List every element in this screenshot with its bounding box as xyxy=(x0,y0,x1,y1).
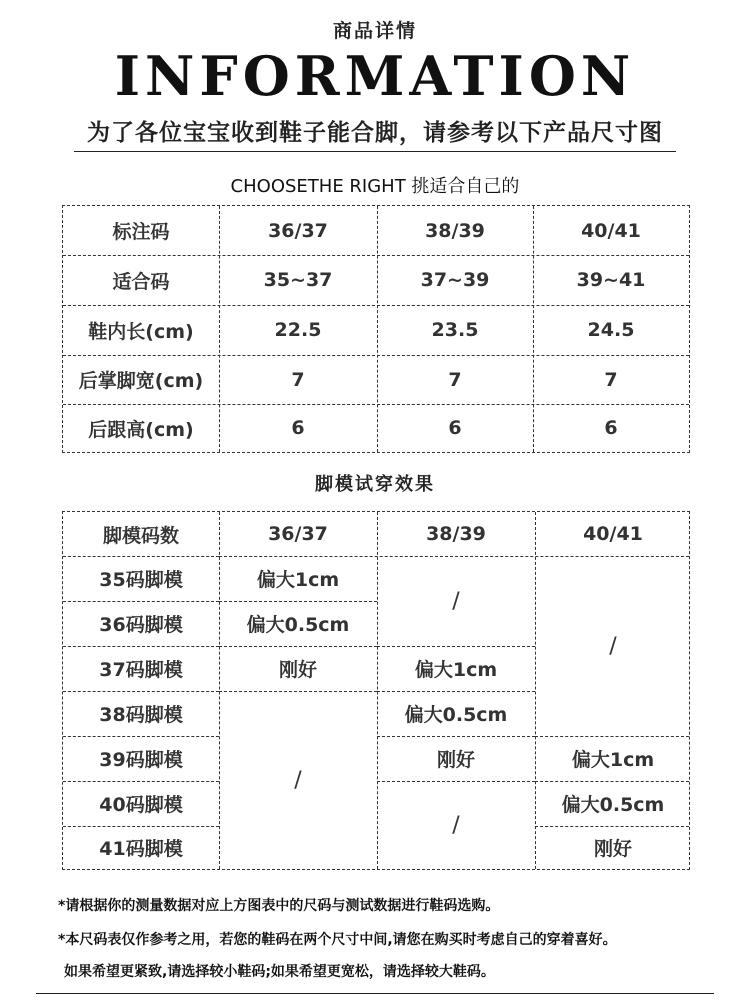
table-cell: / xyxy=(452,812,460,838)
row-label: 37码脚模 xyxy=(99,659,183,681)
note-text: *请根据你的测量数据对应上方图表中的尺码与测试数据进行鞋码选购。 xyxy=(58,898,500,914)
table-cell: 偏大0.5cm xyxy=(246,614,350,636)
table-cell: 24.5 xyxy=(587,319,635,341)
table-cell: / xyxy=(609,633,617,659)
table-cell: 偏大1cm xyxy=(571,749,655,771)
page-title: INFORMATION xyxy=(114,44,636,108)
table-cell: 7 xyxy=(291,368,305,391)
table-cell: 6 xyxy=(291,417,305,439)
row-label: 35码脚模 xyxy=(99,569,183,591)
table-cell: / xyxy=(294,767,302,793)
row-label: 脚模码数 xyxy=(102,524,179,547)
table-cell: 7 xyxy=(604,368,618,391)
fit-test-table xyxy=(62,511,690,870)
row-label: 41码脚模 xyxy=(99,838,183,860)
row-label: 后掌脚宽(cm) xyxy=(78,370,204,392)
row-label: 标注码 xyxy=(112,221,170,243)
row-label: 40码脚模 xyxy=(99,794,183,816)
table-cell: 36/37 xyxy=(268,219,328,242)
table-cell: 刚好 xyxy=(436,749,475,771)
table-cell: 37~39 xyxy=(420,269,490,291)
table-cell: 6 xyxy=(604,417,618,439)
row-label: 36码脚模 xyxy=(99,614,183,636)
column-header: 38/39 xyxy=(426,523,486,545)
column-header: 36/37 xyxy=(268,523,328,545)
table-cell: 7 xyxy=(448,368,462,391)
table-cell: 38/39 xyxy=(425,219,485,242)
table-cell: 39~41 xyxy=(576,269,646,291)
table-cell: 偏大1cm xyxy=(414,659,498,681)
divider xyxy=(36,993,714,994)
table-cell: 偏大0.5cm xyxy=(404,704,508,726)
table-cell: 偏大1cm xyxy=(256,569,340,591)
page-subtitle: 商品详情 xyxy=(332,20,417,42)
table-cell: / xyxy=(452,588,460,614)
table-cell: 偏大0.5cm xyxy=(561,794,665,816)
row-label: 适合码 xyxy=(112,270,170,293)
row-label: 38码脚模 xyxy=(99,704,183,726)
table-cell: 35~37 xyxy=(263,269,333,291)
divider xyxy=(74,151,676,152)
note-text: 如果希望更紧致,请选择较小鞋码;如果希望更宽松，请选择较大鞋码。 xyxy=(64,964,495,980)
table-cell: 40/41 xyxy=(581,219,641,242)
table-cell: 刚好 xyxy=(593,838,632,860)
row-label: 后跟高(cm) xyxy=(88,418,194,441)
tagline: 为了各位宝宝收到鞋子能合脚，请参考以下产品尺寸图 xyxy=(87,120,663,146)
fit-test-caption: 脚模试穿效果 xyxy=(315,474,435,495)
table-cell: 刚好 xyxy=(278,659,317,681)
table-cell: 23.5 xyxy=(431,319,479,341)
table-cell: 6 xyxy=(448,417,462,439)
size-chart-caption: CHOOSETHE RIGHT 挑适合自己的 xyxy=(230,176,520,197)
column-header: 40/41 xyxy=(583,523,643,545)
size-chart-table xyxy=(62,205,690,453)
note-text: *本尺码表仅作参考之用，若您的鞋码在两个尺寸中间,请您在购买时考虑自己的穿着喜好。 xyxy=(58,932,617,948)
table-cell: 22.5 xyxy=(274,319,322,341)
row-label: 39码脚模 xyxy=(99,749,183,771)
row-label: 鞋内长(cm) xyxy=(88,320,194,343)
